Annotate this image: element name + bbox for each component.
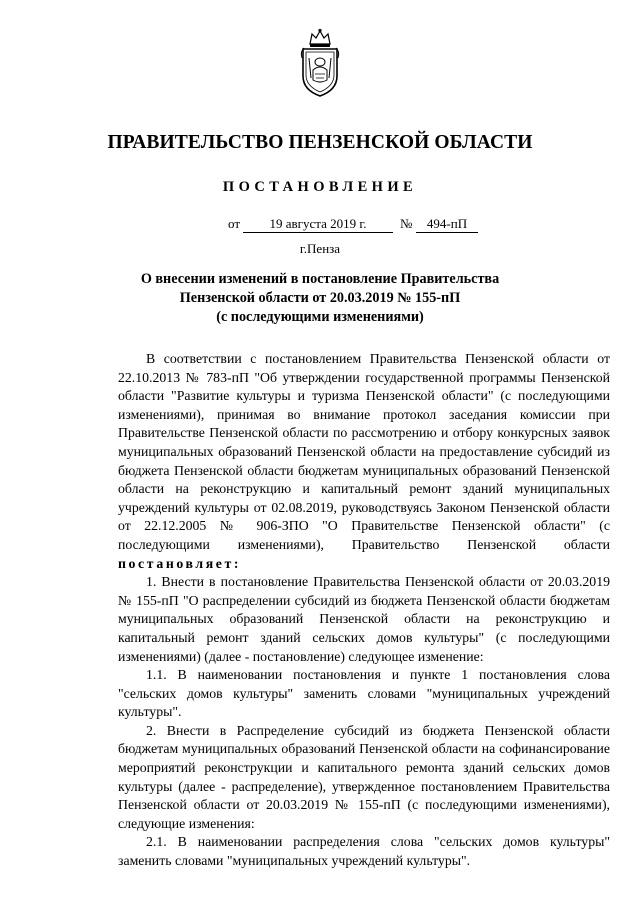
subject-line-3: (с последующими изменениями) <box>216 309 424 325</box>
subject-line-2: Пензенской области от 20.03.2019 № 155-пП <box>179 290 461 306</box>
item-1-1: 1.1. В наименовании постановления и пункте 1 постановления слова "сельских домов культуры" заменить словами "муниципальных учреждений культуры". <box>118 667 610 720</box>
item-2-1: 2.1. В наименовании распределения слова "сельских домов культуры" заменить словами "муниципальных учреждений культуры". <box>118 834 610 869</box>
decree-subject <box>0 270 640 327</box>
resolves-word: постановляет: <box>118 555 242 571</box>
item-1: 1. Внести в постановление Правительства Пензенской области от 20.03.2019 № 155-пП "О распределении субсидий из бюджета Пензенской области бюджетам муниципальных образований Пензенской области на реконструкцию и капитальный ремонт зданий сельских домов культуры" (с последующими изменениями) (далее - постановление) следующее изменение: <box>118 574 610 664</box>
document-type: ПОСТАНОВЛЕНИЕ <box>222 179 418 195</box>
preamble-text: В соответствии с постановлением Правительства Пензенской области от 22.10.2013 № 783-пП "Об утверждении государственной программы Пензенской области "Развитие культуры и туризма Пензенской области" (с последующими изменениями), принимая во внимание протокол заседания комиссии при Правительстве Пензенской области по рассмотрению и отбору конкурсных заявок муниципальных образований Пензенской области на предоставление субсидий из бюджета Пензенской области бюджетам муниципальных образований Пензенской области на реконструкцию и капитальный ремонт зданий муниципальных учреждений культуры от 02.08.2019, руководствуясь Законом Пензенской области от 22.12.2005 № 906-ЗПО "О Правительстве Пензенской области" (с последующими изменениями), Правительство Пензенской области <box>118 351 610 552</box>
preamble-paragraph <box>118 350 610 573</box>
decree-body <box>118 350 610 871</box>
date-prefix: от <box>228 216 241 231</box>
decree-number: 494-пП <box>416 216 478 233</box>
government-name: ПРАВИТЕЛЬСТВО ПЕНЗЕНСКОЙ ОБЛАСТИ <box>107 132 533 153</box>
subject-line-1: О внесении изменений в постановление Правительства <box>140 271 500 287</box>
city: г.Пенза <box>299 241 341 256</box>
penza-coat-of-arms-icon <box>298 28 342 98</box>
item-2: 2. Внести в Распределение субсидий из бюджета Пензенской области бюджетам муниципальных образований Пензенской области на софинансирование мероприятий реконструкции и капитального ремонта зданий сельских домов культуры (далее - распределение), утвержденное постановлением Правительства Пензенской области от 20.03.2019 № 155-пП (с последующими изменениями), следующие изменения: <box>118 722 610 831</box>
number-sign: № <box>400 216 413 231</box>
decree-date: 19 августа 2019 г. <box>243 216 393 233</box>
